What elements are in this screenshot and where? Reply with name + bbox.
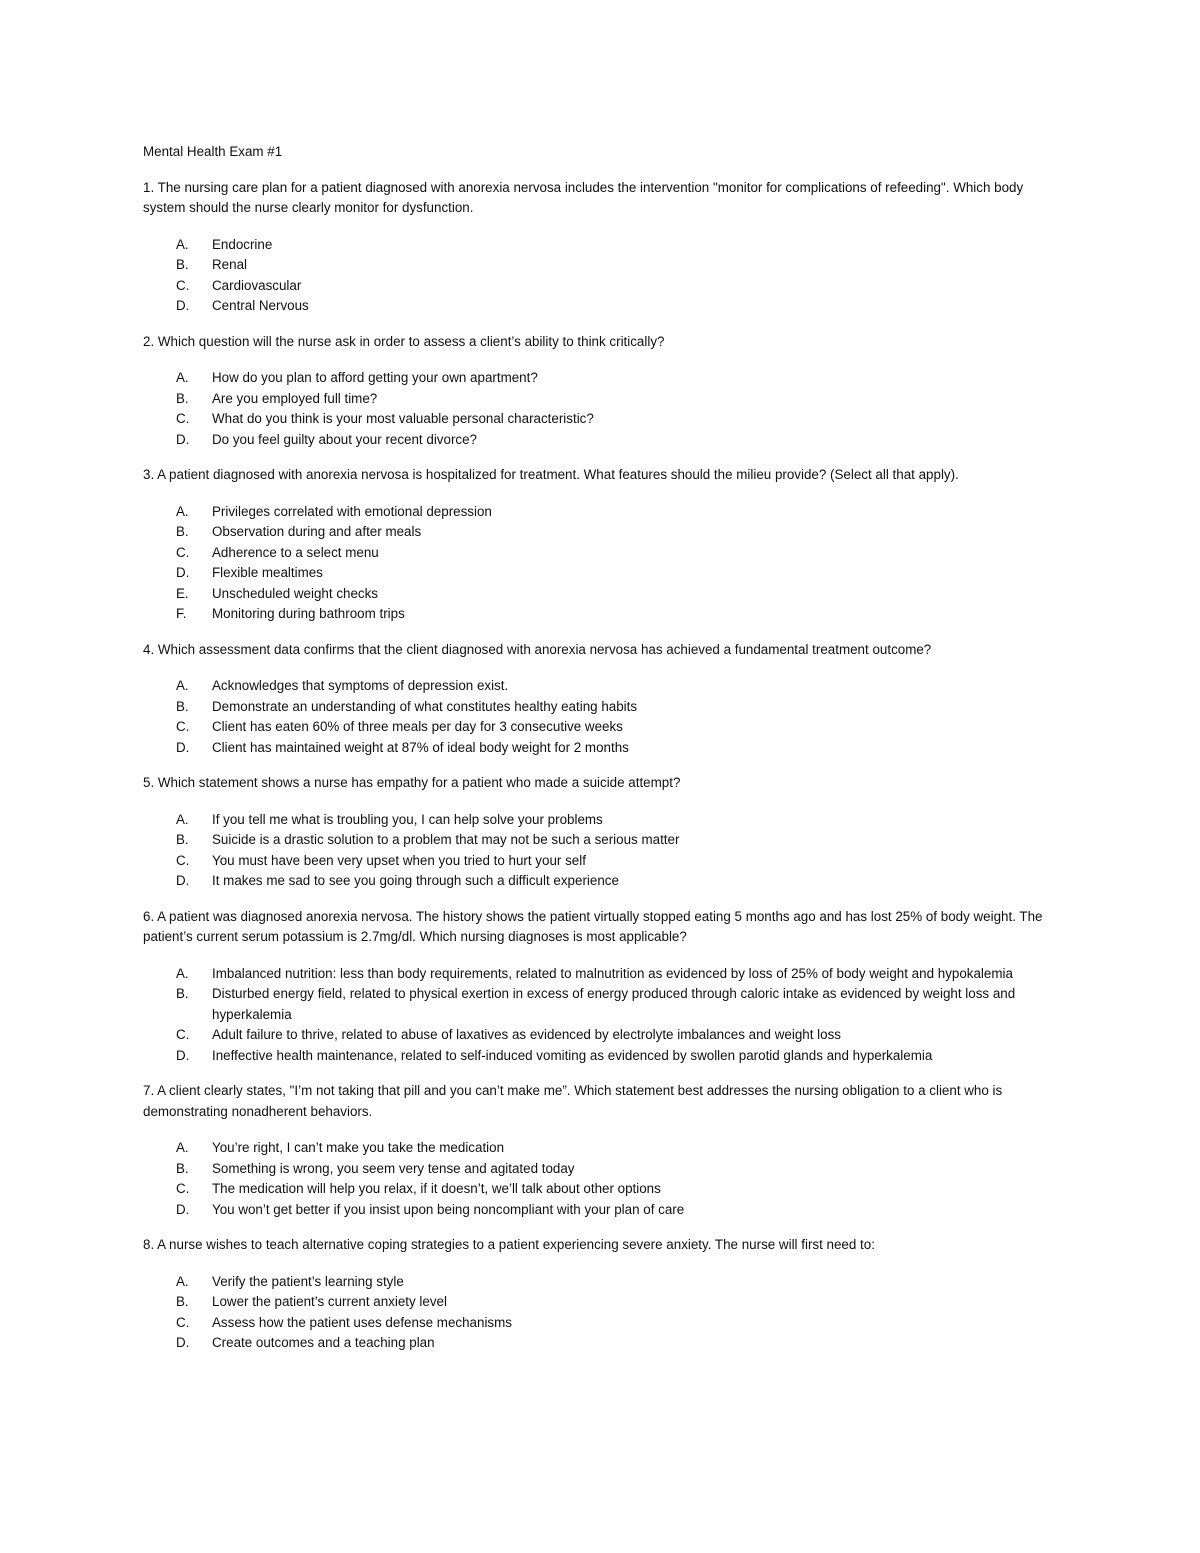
answer-option — [143, 717, 1058, 738]
option-letter: D. — [176, 298, 190, 313]
answer-option — [143, 1046, 1058, 1067]
option-letter: D. — [176, 739, 190, 755]
question-text: 7. A client clearly states, "I’m not taking that pill and you can’t make me”. Which statement best addresses the nursing obligation to a client who is demonstrating nonadherent behaviors. — [143, 1083, 1003, 1119]
answer-options — [143, 235, 1058, 317]
question-block — [143, 465, 1058, 625]
option-text: Client has maintained weight at 87% of ideal body weight for 2 months — [212, 739, 629, 755]
option-text: Renal — [212, 257, 247, 272]
option-letter: C. — [176, 719, 190, 734]
answer-option — [143, 738, 1058, 759]
answer-option — [143, 604, 1058, 625]
option-text: Client has eaten 60% of three meals per day for 3 consecutive weeks — [212, 719, 623, 734]
option-letter: C. — [176, 544, 190, 560]
answer-option — [143, 984, 1058, 1025]
option-letter: D. — [176, 1201, 190, 1217]
answer-option — [143, 1200, 1058, 1221]
answer-option — [143, 430, 1058, 451]
option-text: Acknowledges that symptoms of depression exist. — [212, 678, 509, 693]
answer-options — [143, 964, 1058, 1067]
option-letter: A. — [176, 1140, 189, 1155]
option-letter: A. — [176, 678, 189, 693]
option-text: Monitoring during bathroom trips — [212, 606, 405, 621]
option-text: Adult failure to thrive, related to abuse of laxatives as evidenced by electrolyte imbalances and weight loss — [212, 1027, 841, 1042]
option-letter: C. — [176, 1181, 190, 1196]
question-text: 4. Which assessment data confirms that the client diagnosed with anorexia nervosa has achieved a fundamental treatment outcome? — [143, 641, 932, 657]
answer-option — [143, 522, 1058, 543]
option-letter: A. — [176, 236, 189, 252]
option-text: Do you feel guilty about your recent divorce? — [212, 431, 477, 447]
option-letter: D. — [176, 873, 190, 888]
answer-option — [143, 830, 1058, 851]
option-text: Unscheduled weight checks — [212, 585, 378, 601]
answer-option — [143, 276, 1058, 297]
option-text: Something is wrong, you seem very tense and agitated today — [212, 1160, 575, 1176]
question-text: 2. Which question will the nurse ask in order to assess a client’s ability to think critically? — [143, 333, 665, 349]
option-text: You’re right, I can’t make you take the medication — [212, 1140, 505, 1155]
answer-option — [143, 563, 1058, 584]
question-block — [143, 1081, 1058, 1220]
option-letter: C. — [176, 852, 190, 868]
option-letter: A. — [176, 965, 189, 981]
question-block — [143, 907, 1058, 1067]
option-text: Verify the patient’s learning style — [212, 1273, 404, 1289]
answer-option — [143, 255, 1058, 276]
option-letter: D. — [176, 1335, 190, 1350]
option-letter: B. — [176, 1160, 189, 1176]
answer-options — [143, 810, 1058, 892]
option-letter: B. — [176, 832, 189, 847]
question-text: 8. A nurse wishes to teach alternative coping strategies to a patient experiencing severe anxiety. The nurse will first need to: — [143, 1237, 875, 1252]
answer-option — [143, 1313, 1058, 1334]
question-list — [143, 178, 1058, 1354]
answer-options — [143, 1272, 1058, 1354]
question-block — [143, 332, 1058, 451]
option-letter: C. — [176, 411, 190, 426]
answer-options — [143, 368, 1058, 450]
question-text: 1. The nursing care plan for a patient diagnosed with anorexia nervosa includes the intervention "monitor for complications of refeeding". Which body system should the nurse clearly monitor for dysfunction. — [143, 179, 1024, 215]
option-text: Disturbed energy field, related to physical exertion in excess of energy produced through caloric intake as evidenced by weight loss and hyperkalemia — [212, 986, 1016, 1022]
option-text: You won’t get better if you insist upon being noncompliant with your plan of care — [212, 1201, 685, 1217]
document-content — [143, 142, 1058, 1369]
option-text: Adherence to a select menu — [212, 544, 379, 560]
question-block — [143, 640, 1058, 759]
option-text: Cardiovascular — [212, 277, 302, 293]
question-text: 5. Which statement shows a nurse has empathy for a patient who made a suicide attempt? — [143, 775, 681, 790]
option-letter: B. — [176, 390, 189, 406]
option-letter: A. — [176, 370, 189, 385]
option-letter: B. — [176, 986, 189, 1001]
option-letter: C. — [176, 277, 190, 293]
answer-option — [143, 1292, 1058, 1313]
document-title: Mental Health Exam #1 — [143, 144, 283, 159]
answer-option — [143, 389, 1058, 410]
option-letter: B. — [176, 524, 189, 539]
answer-option — [143, 1159, 1058, 1180]
option-letter: D. — [176, 431, 190, 447]
answer-option — [143, 1025, 1058, 1046]
option-text: Privileges correlated with emotional depression — [212, 503, 492, 519]
option-letter: B. — [176, 698, 189, 714]
answer-options — [143, 502, 1058, 625]
option-text: Observation during and after meals — [212, 524, 422, 539]
option-text: If you tell me what is troubling you, I can help solve your problems — [212, 811, 603, 827]
answer-options — [143, 676, 1058, 758]
option-text: How do you plan to afford getting your own apartment? — [212, 370, 538, 385]
answer-option — [143, 584, 1058, 605]
option-text: Demonstrate an understanding of what constitutes healthy eating habits — [212, 698, 638, 714]
answer-option — [143, 1272, 1058, 1293]
answer-option — [143, 810, 1058, 831]
answer-option — [143, 871, 1058, 892]
option-letter: A. — [176, 1273, 189, 1289]
option-letter: C. — [176, 1027, 190, 1042]
option-text: Create outcomes and a teaching plan — [212, 1335, 435, 1350]
answer-option — [143, 697, 1058, 718]
option-text: Assess how the patient uses defense mechanisms — [212, 1314, 512, 1330]
answer-option — [143, 368, 1058, 389]
option-text: What do you think is your most valuable personal characteristic? — [212, 411, 594, 426]
option-text: You must have been very upset when you tried to hurt your self — [212, 852, 586, 868]
option-letter: B. — [176, 257, 189, 272]
answer-options — [143, 1138, 1058, 1220]
option-text: It makes me sad to see you going through such a difficult experience — [212, 873, 619, 888]
question-text: 6. A patient was diagnosed anorexia nervosa. The history shows the patient virtually stopped eating 5 months ago and has lost 25% of body weight. The patient’s current serum potassium is 2.7mg/dl. Which nursing diagnoses is most applicable? — [143, 908, 1043, 944]
answer-option — [143, 296, 1058, 317]
answer-option — [143, 1138, 1058, 1159]
option-text: Lower the patient’s current anxiety level — [212, 1294, 447, 1309]
option-letter: A. — [176, 503, 189, 519]
answer-option — [143, 235, 1058, 256]
option-letter: E. — [176, 585, 189, 601]
answer-option — [143, 409, 1058, 430]
answer-option — [143, 1179, 1058, 1200]
option-letter: F. — [176, 606, 187, 621]
answer-option — [143, 1333, 1058, 1354]
option-text: Central Nervous — [212, 298, 309, 313]
option-text: Flexible mealtimes — [212, 565, 323, 580]
question-block — [143, 1235, 1058, 1354]
answer-option — [143, 543, 1058, 564]
option-letter: A. — [176, 811, 189, 827]
option-text: Are you employed full time? — [212, 390, 378, 406]
option-text: Endocrine — [212, 236, 273, 252]
option-text: Ineffective health maintenance, related to self-induced vomiting as evidenced by swollen parotid glands and hyperkalemia — [212, 1047, 933, 1063]
question-block — [143, 773, 1058, 892]
answer-option — [143, 676, 1058, 697]
answer-option — [143, 964, 1058, 985]
option-text: Suicide is a drastic solution to a problem that may not be such a serious matter — [212, 832, 680, 847]
answer-option — [143, 851, 1058, 872]
option-letter: D. — [176, 1047, 190, 1063]
option-letter: B. — [176, 1294, 189, 1309]
option-letter: D. — [176, 565, 190, 580]
option-letter: C. — [176, 1314, 190, 1330]
option-text: Imbalanced nutrition: less than body requirements, related to malnutrition as evidenced by loss of 25% of body weight and hypokalemia — [212, 965, 1013, 981]
question-text: 3. A patient diagnosed with anorexia nervosa is hospitalized for treatment. What features should the milieu provide? (Select all that apply). — [143, 467, 959, 482]
question-block — [143, 178, 1058, 317]
option-text: The medication will help you relax, if it doesn’t, we’ll talk about other options — [212, 1181, 661, 1196]
answer-option — [143, 502, 1058, 523]
